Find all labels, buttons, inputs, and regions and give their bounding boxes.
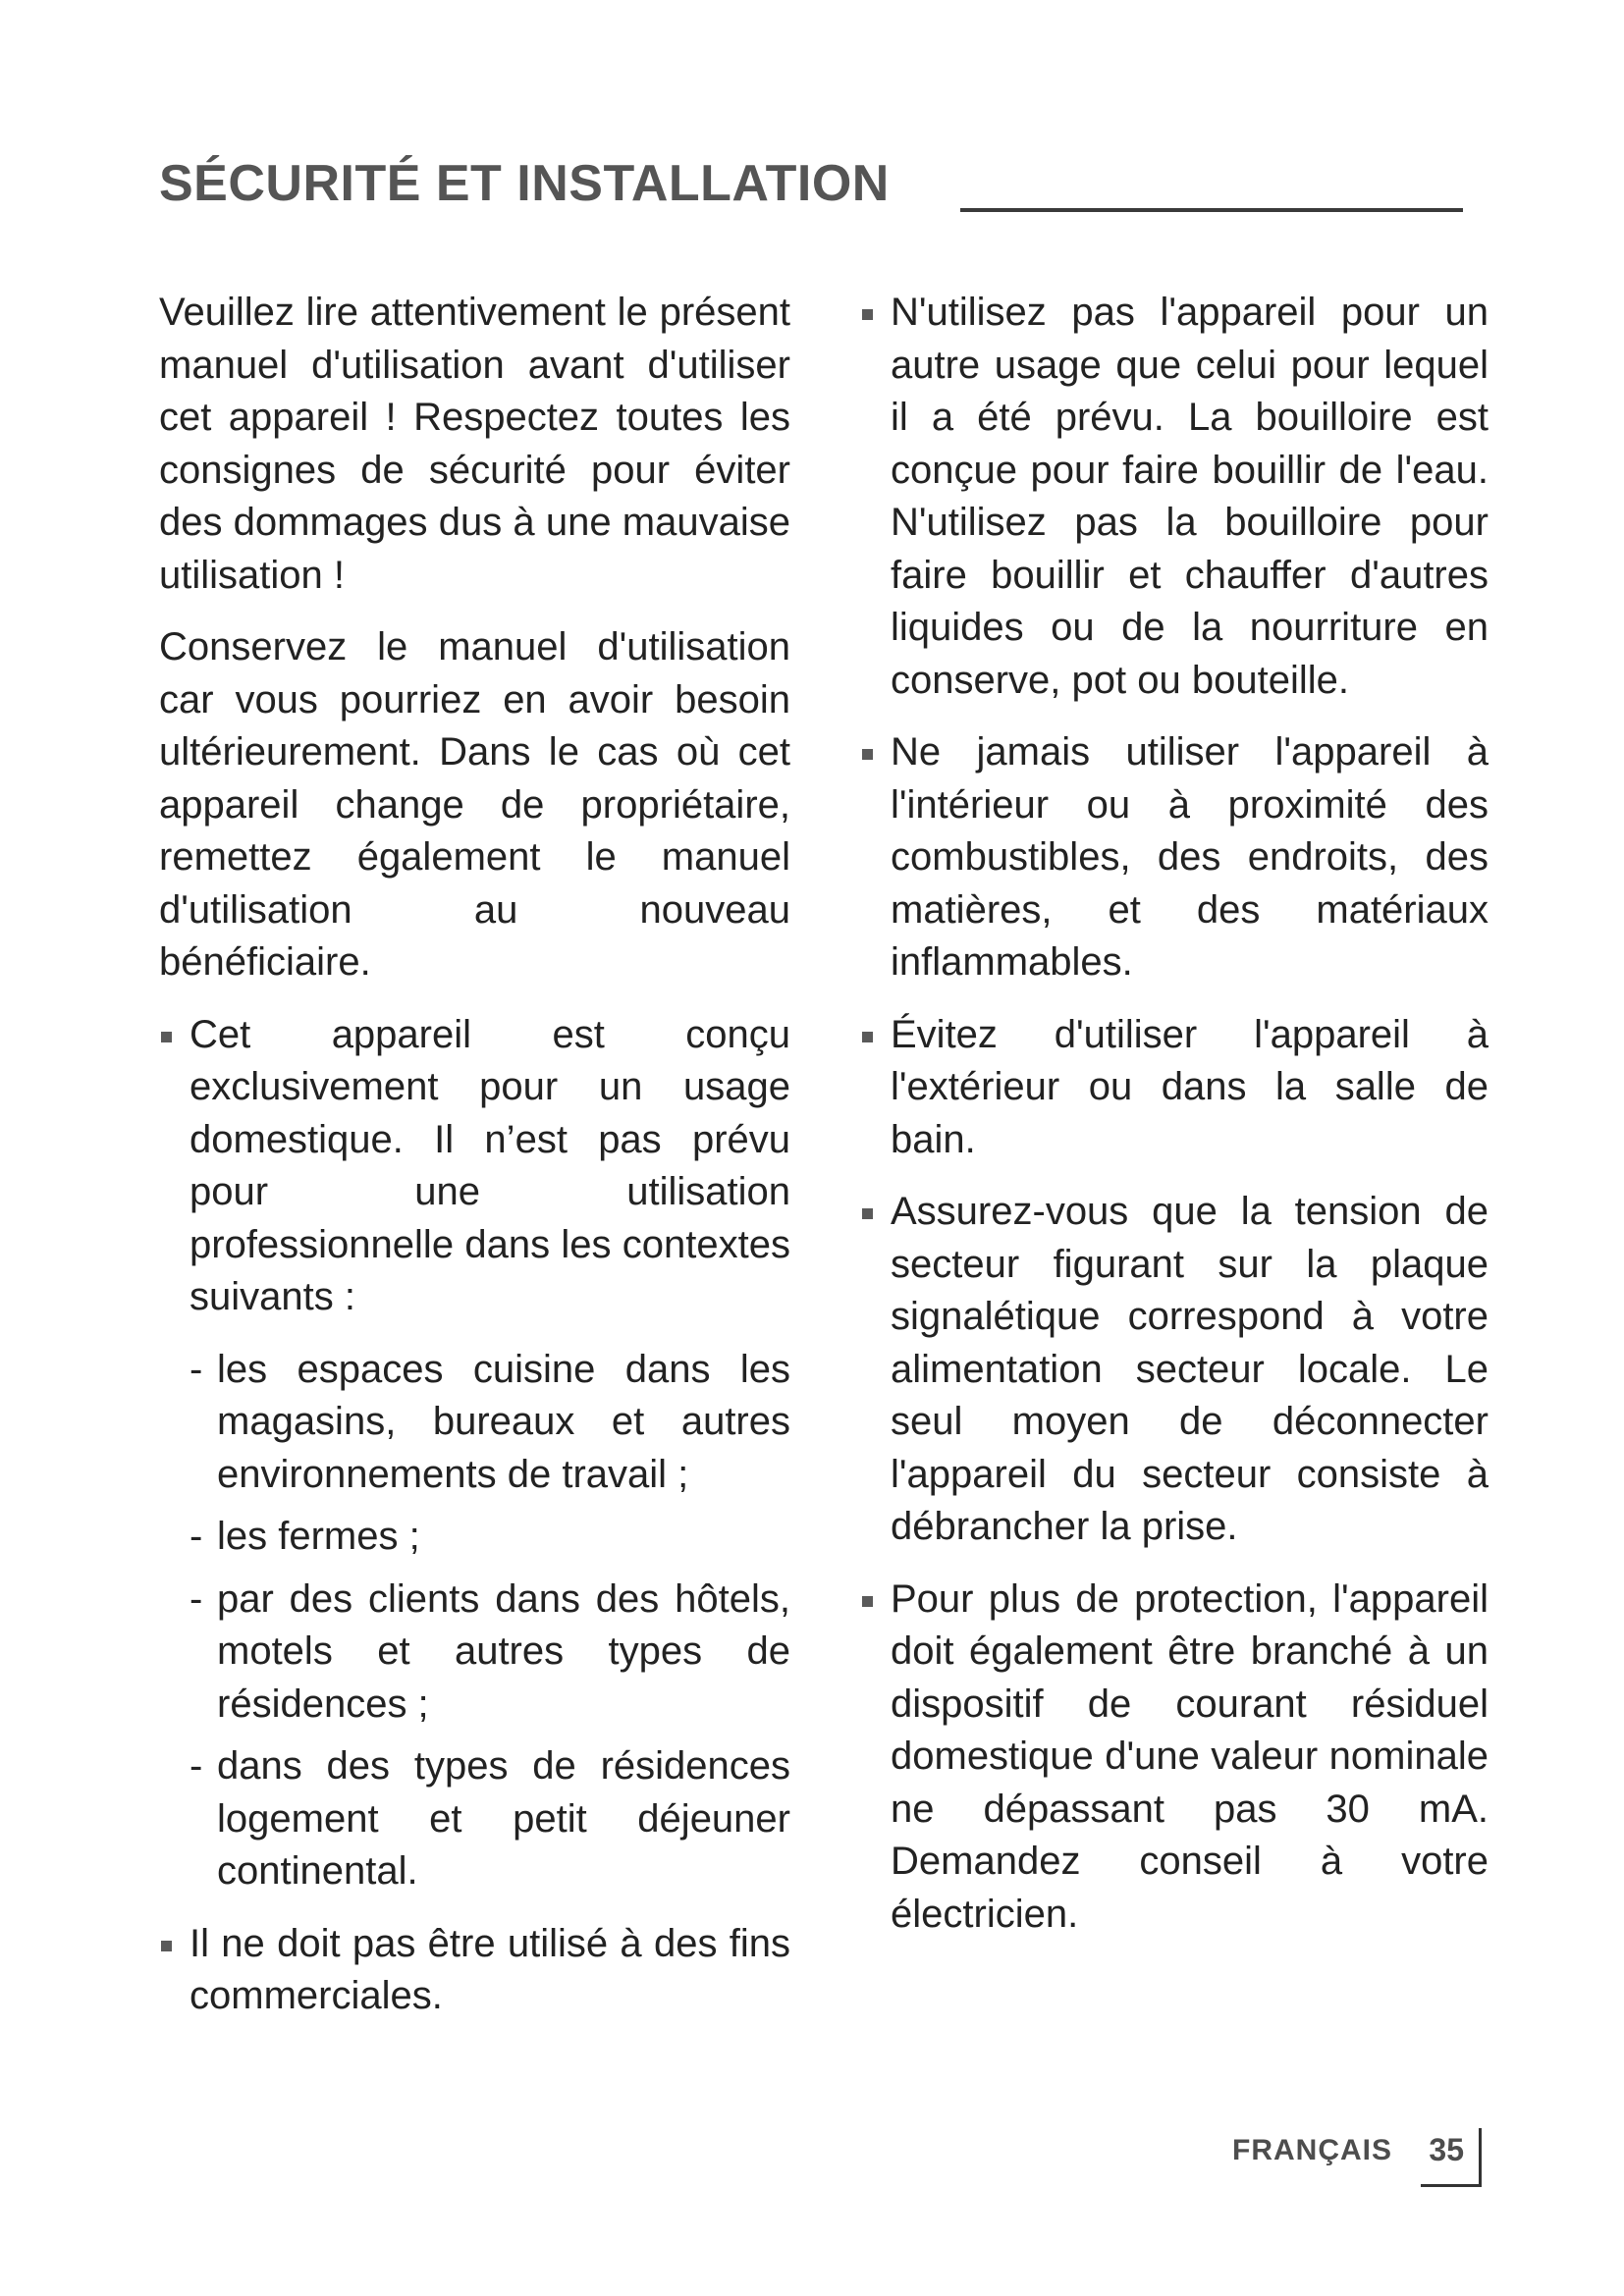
list-item — [860, 726, 1489, 989]
list-item-text: Évitez d'utiliser l'appareil à l'extérieur ou dans la salle de bain. — [891, 1012, 1489, 1161]
intro-paragraph: Veuillez lire attentivement le présent manuel d'utilisation avant d'utiliser cet appareil ! Respectez toutes les consignes de sécurité pour éviter des dommages dus à une mauvaise utilisation ! — [159, 291, 790, 597]
page-title: SÉCURITÉ ET INSTALLATION — [159, 155, 890, 212]
footer-language: FRANÇAIS — [1232, 2134, 1392, 2166]
square-bullet-icon — [862, 1032, 873, 1042]
sub-list-item-text: par des clients dans des hôtels, motels et autres types de résidences ; — [217, 1576, 790, 1726]
sub-list-item — [189, 1574, 790, 1732]
list-item-text: Il ne doit pas être utilisé à des fins commerciales. — [189, 1921, 790, 2017]
title-rule — [960, 208, 1463, 212]
page-corner-rule-horizontal — [1421, 2184, 1482, 2187]
list-item — [860, 287, 1489, 707]
sub-list — [189, 1344, 790, 1898]
list-item-text: N'utilisez pas l'appareil pour un autre usage que celui pour lequel il a été prévu. La bouilloire est conçue pour faire bouillir de l'eau. N'utilisez pas la bouilloire pour faire bouillir et chauffer d'autres liquides ou de la nourriture en conserve, pot ou bouteille. — [891, 291, 1489, 702]
square-bullet-icon — [862, 309, 873, 320]
dash-marker: - — [189, 1576, 203, 1621]
right-column — [860, 287, 1489, 1960]
square-bullet-icon — [862, 749, 873, 760]
sub-list-item — [189, 1344, 790, 1502]
list-item-text: Cet appareil est conçu exclusivement pour un usage domestique. Il n’est pas prévu pour une utilisation professionnelle dans les contextes suivants : — [189, 1012, 790, 1318]
list-item-text: Ne jamais utiliser l'appareil à l'intérieur ou à proximité des combustibles, des endroits, des matières, et des matériaux inflammables. — [891, 730, 1489, 984]
sub-list-item-text: les fermes ; — [217, 1515, 420, 1558]
list-item — [860, 1574, 1489, 1942]
list-item — [159, 1009, 790, 1898]
list-item-text: Pour plus de protection, l'appareil doit également être branché à un dispositif de courant résiduel domestique d'une valeur nominale ne dépassant pas 30 mA. Demandez conseil à votre électricien. — [891, 1576, 1489, 1936]
sub-list-item — [189, 1740, 790, 1898]
list-item-text: Assurez-vous que la tension de secteur figurant sur la plaque signalétique correspond à votre alimentation secteur locale. Le seul moyen de déconnecter l'appareil du secteur consiste à débrancher la prise. — [891, 1190, 1489, 1548]
list-item — [860, 1186, 1489, 1554]
square-bullet-icon — [862, 1208, 873, 1219]
intro-paragraph: Conservez le manuel d'utilisation car vous pourriez en avoir besoin ultérieurement. Dans le cas où cet appareil change de propriétaire, remettez également le manuel d'utilisation au nouveau bénéficiaire. — [159, 625, 790, 984]
dash-marker: - — [189, 1515, 203, 1558]
square-bullet-icon — [862, 1596, 873, 1607]
list-item — [159, 1918, 790, 2023]
dash-marker: - — [189, 1744, 203, 1788]
sub-list-item — [189, 1511, 790, 1564]
bullet-list — [860, 287, 1489, 1941]
sub-list-item-text: les espaces cuisine dans les magasins, bureaux et autres environnements de travail ; — [217, 1347, 790, 1496]
square-bullet-icon — [161, 1032, 172, 1042]
page-number: 35 — [1429, 2132, 1464, 2167]
sub-list-item-text: dans des types de résidences logement et petit déjeuner continental. — [217, 1744, 790, 1893]
square-bullet-icon — [161, 1941, 172, 1951]
bullet-list — [159, 1009, 790, 2023]
page-corner-rule-vertical — [1479, 2128, 1482, 2187]
left-column — [159, 287, 790, 2043]
dash-marker: - — [189, 1347, 203, 1391]
list-item — [860, 1009, 1489, 1167]
